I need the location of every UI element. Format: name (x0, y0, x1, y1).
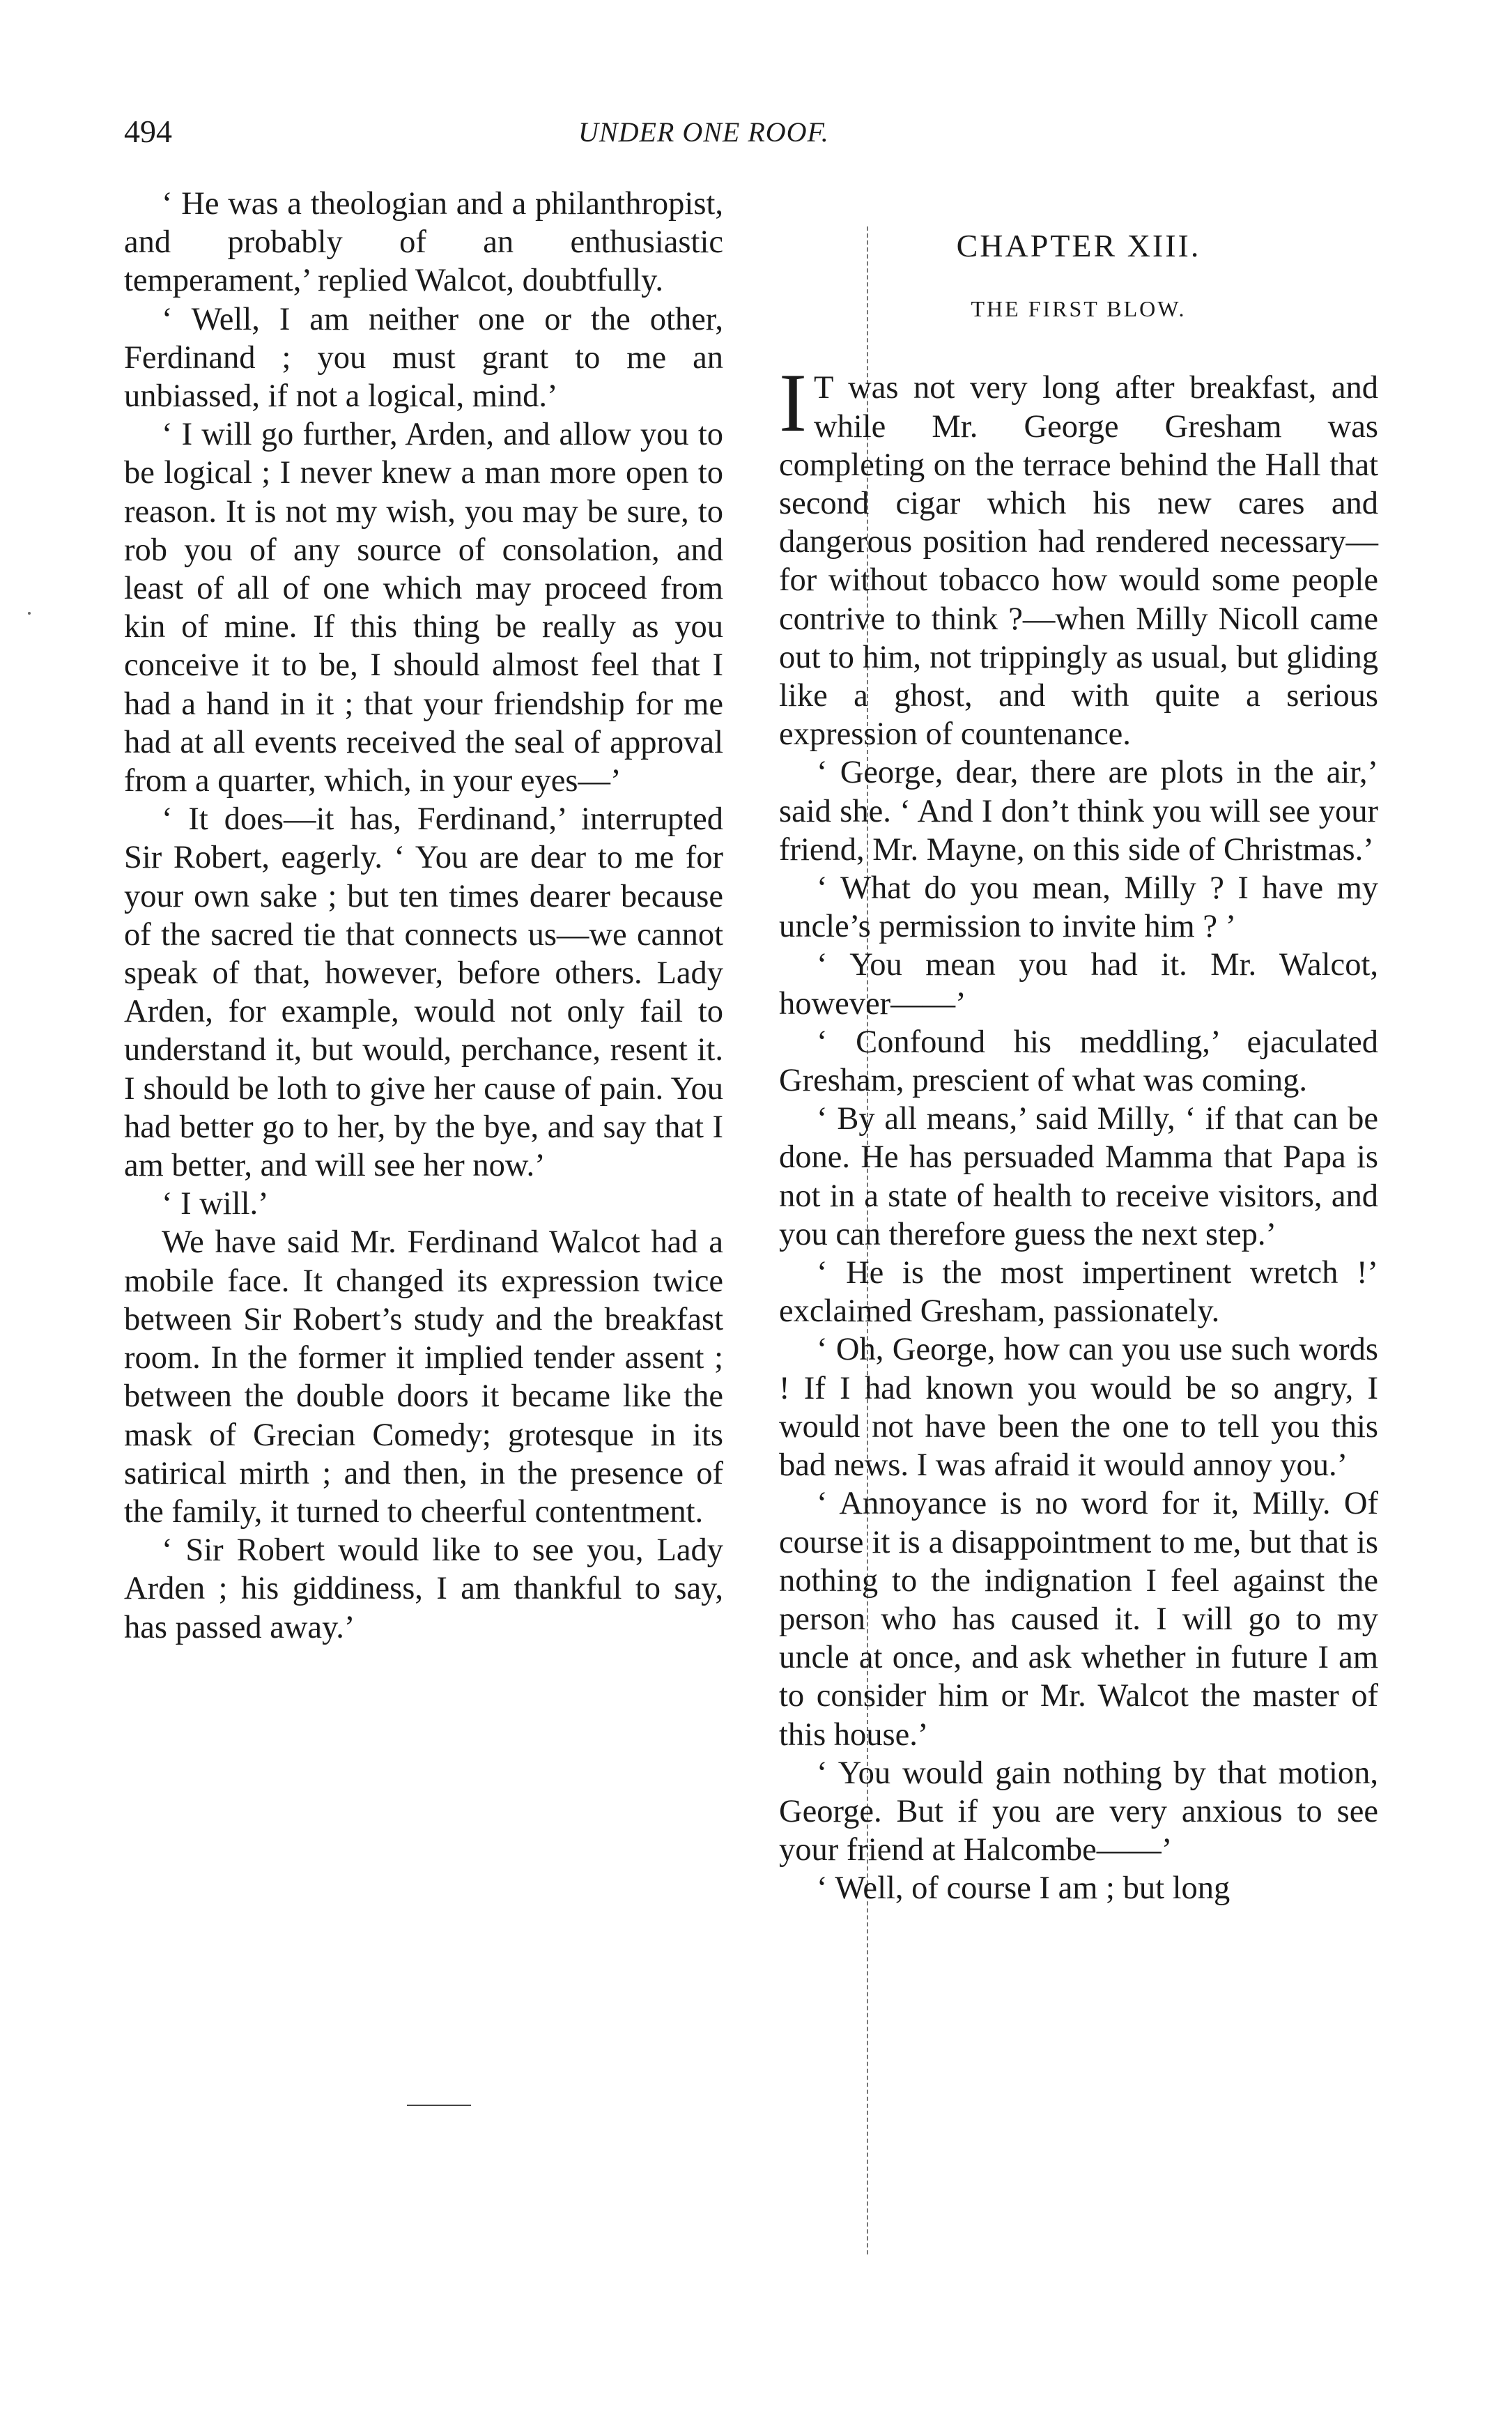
paragraph: ‘ Well, I am neither one or the other, Ferdinand ; you must grant to me an unbiassed, if not a logical, mind.’ (124, 301, 723, 415)
right-column (779, 185, 1378, 1908)
paragraph: ‘ By all means,’ said Milly, ‘ if that can be done. He has persuaded Mamma that Papa is not in a state of health to receive visitors, and you can therefore guess the next step.’ (779, 1101, 1378, 1252)
paragraph: ‘ I will.’ (162, 1186, 269, 1222)
paragraph: ‘ He is the most impertinent wretch !’ exclaimed Gresham, passionately. (779, 1255, 1378, 1330)
paragraph: ‘ Oh, George, how can you use such words ! If I had known you would be so angry, I would not have been the one to tell you this bad news. I was afraid it would annoy you.’ (779, 1332, 1378, 1484)
page-number: 494 (124, 114, 172, 149)
chapter-heading: CHAPTER XIII. (956, 228, 1201, 263)
paragraph: ‘ Annoyance is no word for it, Milly. Of course it is a disappointment to me, but that is nothing to the indignation I feel against the person who has caused it. I will go to my uncle at once, and ask whether in future I am to consider him or Mr. Walcot the master of this house.’ (779, 1486, 1378, 1753)
opening-text: T was not very long after breakfast, and while Mr. George Gresham was completing on the terrace behind the Hall that second cigar which his new cares and dangerous position had rendered necessary—for without tobacco how would some people contrive to think ?—when Milly Nicoll came out to him, not trippingly as usual, but gliding like a ghost, and with quite a serious expression of countenance. (779, 370, 1378, 753)
running-title: UNDER ONE ROOF. (578, 116, 829, 148)
end-of-section-rule (407, 2105, 471, 2106)
paragraph: ‘ I will go further, Arden, and allow you to be logical ; I never knew a man more open to reason. It is not my wish, you may be sure, to rob you of any source of consolation, and least of all of one which may proceed from kin of mine. If this thing be really as you conceive it to be, I should almost feel that I had a hand in it ; that your friendship for me had at all events received the seal of approval from a quarter, which, in your eyes—’ (124, 417, 723, 799)
drop-cap: I (779, 356, 807, 449)
paragraph: ‘ Confound his meddling,’ ejaculated Gresham, prescient of what was coming. (779, 1024, 1378, 1099)
paragraph: ‘ You mean you had it. Mr. Walcot, however——’ (779, 947, 1378, 1022)
paragraph: ‘ He was a theologian and a philanthropist, and probably of an enthusiastic temperament,’ replied Walcot, doubtfully. (124, 186, 723, 299)
left-column (124, 185, 723, 1647)
paragraph: ‘ What do you mean, Milly ? I have my uncle’s permission to invite him ? ’ (779, 870, 1378, 945)
paragraph: ‘ Well, of course I am ; but long (817, 1870, 1231, 1907)
paragraph: We have said Mr. Ferdinand Walcot had a mobile face. It changed its expression twice between Sir Robert’s study and the breakfast room. In the former it implied tender assent ; between the double doors it became like the mask of Grecian Comedy; grotesque in its satirical mirth ; and then, in the presence of the family, it turned to cheerful contentment. (124, 1224, 723, 1530)
chapter-subtitle: THE FIRST BLOW. (971, 296, 1187, 322)
opening-paragraph (779, 356, 1378, 753)
paragraph: ‘ Sir Robert would like to see you, Lady Arden ; his giddiness, I am thankful to say, has passed away.’ (124, 1532, 723, 1645)
stray-ink-mark (28, 612, 31, 615)
paragraph: ‘ You would gain nothing by that motion, George. But if you are very anxious to see your friend at Halcombe——’ (779, 1755, 1378, 1868)
paragraph: ‘ It does—it has, Ferdinand,’ interrupted Sir Robert, eagerly. ‘ You are dear to me for your own sake ; but ten times dearer because of the sacred tie that connects us—we cannot speak of that, however, before others. Lady Arden, for example, would not only fail to understand it, but would, perchance, resent it. I should be loth to give her cause of pain. You had better go to her, by the bye, and say that I am better, and will see her now.’ (124, 801, 723, 1184)
paragraph: ‘ George, dear, there are plots in the air,’ said she. ‘ And I don’t think you will see your friend, Mr. Mayne, on this side of Christmas.’ (779, 755, 1378, 868)
